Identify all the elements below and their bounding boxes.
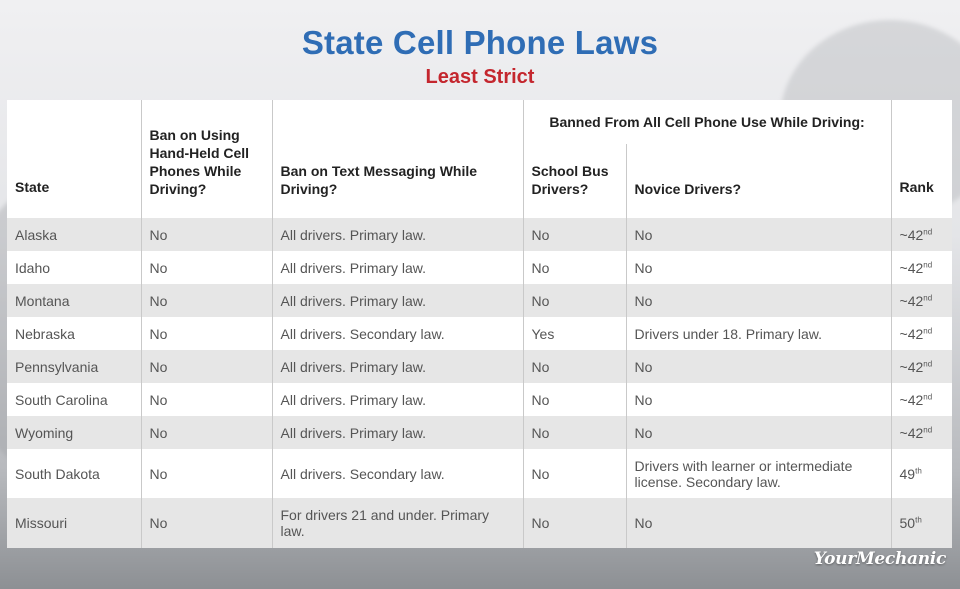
cell-texting: All drivers. Secondary law. xyxy=(272,449,523,498)
table-row xyxy=(7,350,952,383)
table-row xyxy=(7,449,952,498)
cell-texting: All drivers. Secondary law. xyxy=(272,317,523,350)
cell-rank xyxy=(891,284,952,317)
table-row xyxy=(7,218,952,251)
cell-state: Idaho xyxy=(15,259,51,276)
cell-state: South Carolina xyxy=(15,391,108,408)
cell-state: Nebraska xyxy=(15,325,75,342)
cell-school-bus: No xyxy=(523,218,626,251)
cell-school-bus: No xyxy=(523,449,626,498)
header-rank: Rank xyxy=(891,100,952,218)
cell-state: Montana xyxy=(7,284,141,317)
cell-rank xyxy=(891,251,952,284)
header-handheld: Ban on Using Hand-Held Cell Phones While Driving? xyxy=(141,100,272,218)
laws-table-container xyxy=(7,100,952,539)
cell-novice: No xyxy=(626,350,891,383)
cell-texting: All drivers. Primary law. xyxy=(272,218,523,251)
rank-value: ~42 xyxy=(899,292,924,309)
header-banned-group: Banned From All Cell Phone Use While Driving: xyxy=(523,100,891,144)
cell-school-bus: No xyxy=(523,251,626,284)
cell-texting: All drivers. Primary law. xyxy=(272,251,523,284)
page-subtitle: Least Strict xyxy=(425,66,535,88)
cell-state: Pennsylvania xyxy=(7,350,141,383)
table-row xyxy=(7,284,952,317)
cell-novice: No xyxy=(626,251,891,284)
cell-school-bus: No xyxy=(523,284,626,317)
cell-state: Alaska xyxy=(7,218,141,251)
cell-novice: Drivers under 18. Primary law. xyxy=(626,317,891,350)
table-body xyxy=(7,218,952,548)
cell-state: South Dakota xyxy=(15,465,100,482)
cell-novice: No xyxy=(626,416,891,449)
rank-value: 50 xyxy=(899,515,916,531)
cell-novice: No xyxy=(626,383,891,416)
cell-rank xyxy=(891,498,952,548)
cell-handheld: No xyxy=(141,251,272,284)
cell-novice: No xyxy=(626,218,891,251)
cell-texting: For drivers 21 and under. Primary law. xyxy=(272,498,523,548)
header-school-bus: School Bus Drivers? xyxy=(523,144,626,218)
cell-texting: All drivers. Primary law. xyxy=(272,416,523,449)
cell-school-bus: No xyxy=(523,498,626,548)
rank-suffix: th xyxy=(915,465,922,475)
cell-handheld: No xyxy=(141,416,272,449)
table-row xyxy=(7,416,952,449)
cell-school-bus: No xyxy=(523,383,626,416)
cell-handheld: No xyxy=(141,449,272,498)
cell-school-bus: No xyxy=(523,350,626,383)
rank-suffix: nd xyxy=(923,391,933,401)
rank-suffix: nd xyxy=(923,424,933,434)
rank-suffix: nd xyxy=(923,358,933,368)
rank-value: ~42 xyxy=(899,325,924,342)
laws-table xyxy=(7,100,952,548)
cell-novice: Drivers with learner or intermediate license. Secondary law. xyxy=(626,449,891,498)
table-row xyxy=(7,251,952,284)
table-row xyxy=(7,383,952,416)
cell-rank xyxy=(891,317,952,350)
rank-value: 49 xyxy=(899,465,916,482)
header-state: State xyxy=(15,179,50,195)
cell-handheld: No xyxy=(141,317,272,350)
cell-texting: All drivers. Primary law. xyxy=(272,350,523,383)
cell-state: Missouri xyxy=(7,498,141,548)
cell-novice: No xyxy=(626,284,891,317)
rank-value: ~42 xyxy=(899,259,924,276)
cell-texting: All drivers. Primary law. xyxy=(272,284,523,317)
rank-value: ~42 xyxy=(899,358,924,375)
cell-handheld: No xyxy=(141,350,272,383)
rank-value: ~42 xyxy=(899,424,924,441)
cell-school-bus: No xyxy=(523,416,626,449)
cell-handheld: No xyxy=(141,218,272,251)
cell-novice: No xyxy=(626,498,891,548)
yourmechanic-logo: YourMechanic xyxy=(813,549,946,569)
cell-handheld: No xyxy=(141,284,272,317)
rank-value: ~42 xyxy=(899,226,924,243)
rank-suffix: nd xyxy=(923,292,933,302)
header-texting: Ban on Text Messaging While Driving? xyxy=(272,100,523,218)
cell-handheld: No xyxy=(141,498,272,548)
rank-suffix: nd xyxy=(923,226,933,236)
table-row xyxy=(7,498,952,548)
rank-suffix: th xyxy=(915,515,922,525)
page-title: State Cell Phone Laws xyxy=(301,24,659,61)
cell-rank xyxy=(891,383,952,416)
header-novice: Novice Drivers? xyxy=(626,144,891,218)
rank-suffix: nd xyxy=(923,259,933,269)
cell-rank xyxy=(891,218,952,251)
cell-texting: All drivers. Primary law. xyxy=(272,383,523,416)
cell-handheld: No xyxy=(141,383,272,416)
rank-suffix: nd xyxy=(923,325,933,335)
cell-rank xyxy=(891,350,952,383)
cell-rank xyxy=(891,449,952,498)
rank-value: ~42 xyxy=(899,391,924,408)
cell-rank xyxy=(891,416,952,449)
cell-school-bus: Yes xyxy=(523,317,626,350)
cell-state: Wyoming xyxy=(7,416,141,449)
table-row xyxy=(7,317,952,350)
